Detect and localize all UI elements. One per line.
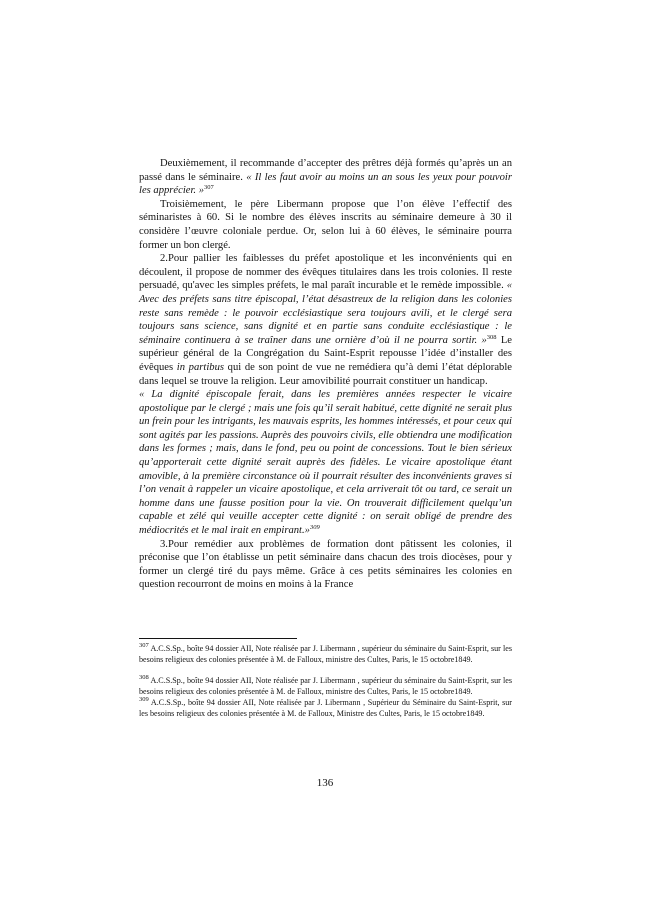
- footnote-text: A.C.S.Sp., boîte 94 dossier AII, Note réalisée par J. Libermann , supérieur du séminaire du Saint-Esprit, sur les besoins religieux des colonies présentée à M. de Falloux, ministre des Cultes, Paris, le 15 octobre1849.: [139, 675, 512, 696]
- text-run: « La dignité épiscopale ferait, dans les premières années respecter le vicaire apostolique par le clergé ; mais une fois qu’il serait habitué, cette dignité ne serait plus un frein pour les intrigants, les mauvais esprits, les hommes intéressés, et pour ceux qui sont agités par les passions. Auprès des pouvoirs civils, elle obtiendra une modification dans les formes ; mais, dans le fond, peu ou point de concessions. Tout le bien sérieux qu’apporterait cette dignité serait auprès des fidèles. Le vicaire apostolique étant amovible, à la première circonstance où il pourrait résulter des inconvénients graves si l’on venait à rappeler un vicaire apostolique, et cela arriverait tôt ou tard, ce serait un homme dans une fausse position pour la vie. On trouverait difficilement quelqu’un capable et zélé qui veuille accepter cette dignité : on serait obligé de prendre des médiocrités et le mal irait en empirant.»: [139, 389, 512, 537]
- text-run: Troisièmement, le père Libermann propose que l’on élève l’effectif des séminaristes à 60. Si le nombre des élèves inscrits au séminaire demeure à 30 il considère l’œuvre coloniale perdue. Or, selon lui à 60 élèves, le séminaire pourra former un bon clergé.: [139, 198, 512, 251]
- text-run: Deuxièmement, il recommande d’accepter des prêtres déjà formés qu’après un an passé dans le séminaire.: [139, 158, 512, 183]
- footnote-number: 307: [139, 642, 149, 649]
- italic-text: in partibus: [176, 361, 224, 373]
- footnote-text: A.C.S.Sp., boîte 94 dossier AII, Note réalisée par J. Libermann , Supérieur du Séminaire du Saint-Esprit, sur les besoins religieux des colonies présentée à M. de Falloux, Ministre des Cultes, Paris, le 15 octobre1849.: [139, 697, 512, 718]
- paragraph: [139, 157, 512, 198]
- footnote-number: 309: [139, 695, 149, 703]
- paragraph: [139, 538, 512, 592]
- paragraph: [139, 198, 512, 252]
- footnote-number: 308: [139, 673, 149, 681]
- text-run: Le supérieur général de la Congrégation du Saint-Esprit repousse l’idée d’installer des évêques: [139, 334, 512, 373]
- text-run: 2.Pour pallier les faiblesses du préfet apostolique et les inconvénients qui en découlent, il propose de nommer des évêques titulaires dans les trois colonies. Il reste persuadé, qu'avec les simples préfets, le mal paraît incurable et le remède impossible.: [139, 253, 512, 292]
- body-text: [139, 157, 512, 592]
- footnote-ref: 307: [204, 184, 214, 192]
- footnote: [139, 644, 512, 666]
- italic-text: « Avec des préfets sans titre épiscopal, l’état désastreux de la religion dans les colonies reste sans remède : le pouvoir ecclésiastique sera toujours avili, et le clergé sera toujours sans science, sans dignité et en partie sans conduite ecclésiastique : le séminaire continuera à se traîner dans une ornière d’où il ne pourra sortir. »: [139, 280, 512, 346]
- text-run: qui de son point de vue ne remédiera qu’à demi l’état déplorable dans lequel se trouve la religion. Leur amovibilité pourrait constituer un handicap.: [139, 361, 512, 387]
- footnote-text: A.C.S.Sp., boîte 94 dossier AII, Note réalisée par J. Libermann , supérieur du séminaire du Saint-Esprit, sur les besoins religieux des colonies présentée à M. de Falloux, ministre des Cultes, Paris, le 15 octobre1849.: [139, 644, 512, 664]
- footnote-ref: 308: [486, 333, 497, 341]
- block-quote: [139, 388, 512, 538]
- footnotes: [139, 644, 512, 719]
- footnote-ref: 309: [309, 524, 320, 532]
- text-run: 3.Pour remédier aux problèmes de formation dont pâtissent les colonies, il préconise que l’on établisse un petit séminaire dans chacun des trois diocèses, pour y former un clergé tiré du pays même. Grâce à ces petits séminaires les colonies en question recourront de moins en moins à la France: [139, 538, 512, 591]
- paragraph: [139, 252, 512, 388]
- page-number: 136: [316, 777, 334, 789]
- footnote: [139, 673, 512, 698]
- footnote-separator: [139, 638, 297, 639]
- italic-text: « Il les faut avoir au moins un an sous les yeux pour pouvoir les apprécier. »: [139, 171, 512, 197]
- footnote: [139, 695, 512, 720]
